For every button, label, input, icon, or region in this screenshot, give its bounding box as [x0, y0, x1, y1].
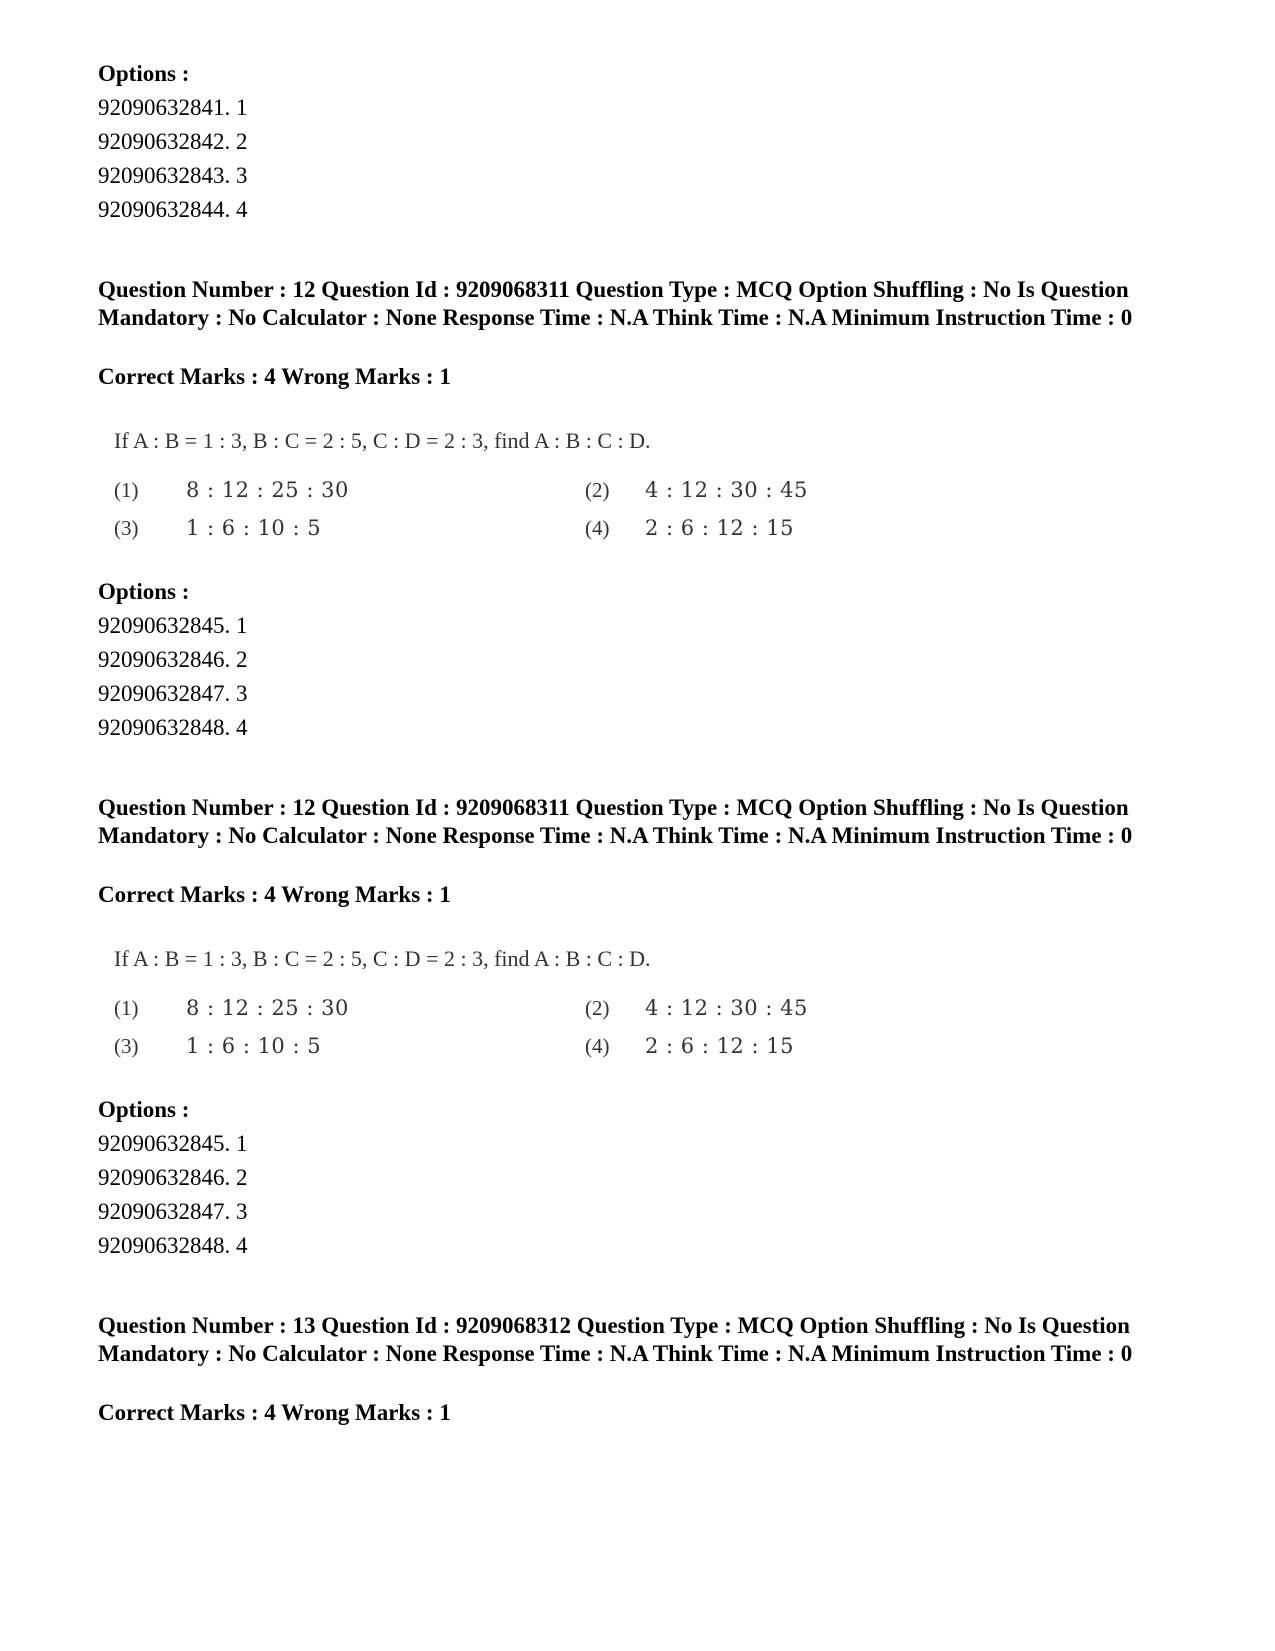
- option-line: 92090632843. 3: [98, 163, 248, 188]
- choice-value: 1 : 6 : 10 : 5: [186, 1034, 322, 1058]
- choice-value: 2 : 6 : 12 : 15: [645, 1034, 794, 1058]
- option-line: 92090632842. 2: [98, 129, 248, 154]
- marks-line: Correct Marks : 4 Wrong Marks : 1: [98, 364, 451, 389]
- question-header: Question Number : 13 Question Id : 9209068312 Question Type : MCQ Option Shuffling : No Is Question Mandatory : No Calculator : None Response Time : N.A Think Time : N.A Minimum Instruction Time : 0: [98, 1313, 1133, 1366]
- question-header: Question Number : 12 Question Id : 9209068311 Question Type : MCQ Option Shuffling : No Is Question Mandatory : No Calculator : None Response Time : N.A Think Time : N.A Minimum Instruction Time : 0: [98, 795, 1133, 848]
- choice-value: 8 : 12 : 25 : 30: [186, 996, 349, 1020]
- marks-line: Correct Marks : 4 Wrong Marks : 1: [98, 882, 451, 907]
- options-label: Options :: [98, 1097, 190, 1122]
- option-line: 92090632846. 2: [98, 647, 248, 672]
- marks-line: Correct Marks : 4 Wrong Marks : 1: [98, 1400, 451, 1425]
- question-text: If A : B = 1 : 3, B : C = 2 : 5, C : D = 2 : 3, find A : B : C : D.: [114, 428, 651, 453]
- option-line: 92090632841. 1: [98, 95, 248, 120]
- question-header: Question Number : 12 Question Id : 9209068311 Question Type : MCQ Option Shuffling : No Is Question Mandatory : No Calculator : None Response Time : N.A Think Time : N.A Minimum Instruction Time : 0: [98, 277, 1133, 330]
- choice-number: (2): [585, 996, 610, 1020]
- choice-value: 4 : 12 : 30 : 45: [645, 996, 808, 1020]
- choice-value: 1 : 6 : 10 : 5: [186, 516, 322, 540]
- choice-number: (1): [114, 478, 139, 502]
- option-line: 92090632844. 4: [98, 197, 248, 222]
- choice-number: (4): [585, 516, 610, 540]
- option-line: 92090632848. 4: [98, 715, 248, 740]
- choice-value: 8 : 12 : 25 : 30: [186, 478, 349, 502]
- option-line: 92090632848. 4: [98, 1233, 248, 1258]
- choice-number: (1): [114, 996, 139, 1020]
- choice-number: (3): [114, 516, 139, 540]
- option-line: 92090632845. 1: [98, 1131, 248, 1156]
- options-label: Options :: [98, 61, 190, 86]
- question-image: [100, 936, 820, 1066]
- option-line: 92090632846. 2: [98, 1165, 248, 1190]
- choice-value: 4 : 12 : 30 : 45: [645, 478, 808, 502]
- options-label: Options :: [98, 579, 190, 604]
- question-text: If A : B = 1 : 3, B : C = 2 : 5, C : D = 2 : 3, find A : B : C : D.: [114, 946, 651, 971]
- choice-number: (4): [585, 1034, 610, 1058]
- option-line: 92090632845. 1: [98, 613, 248, 638]
- option-line: 92090632847. 3: [98, 1199, 248, 1224]
- choice-value: 2 : 6 : 12 : 15: [645, 516, 794, 540]
- option-line: 92090632847. 3: [98, 681, 248, 706]
- question-image: [100, 418, 820, 548]
- choice-number: (2): [585, 478, 610, 502]
- choice-number: (3): [114, 1034, 139, 1058]
